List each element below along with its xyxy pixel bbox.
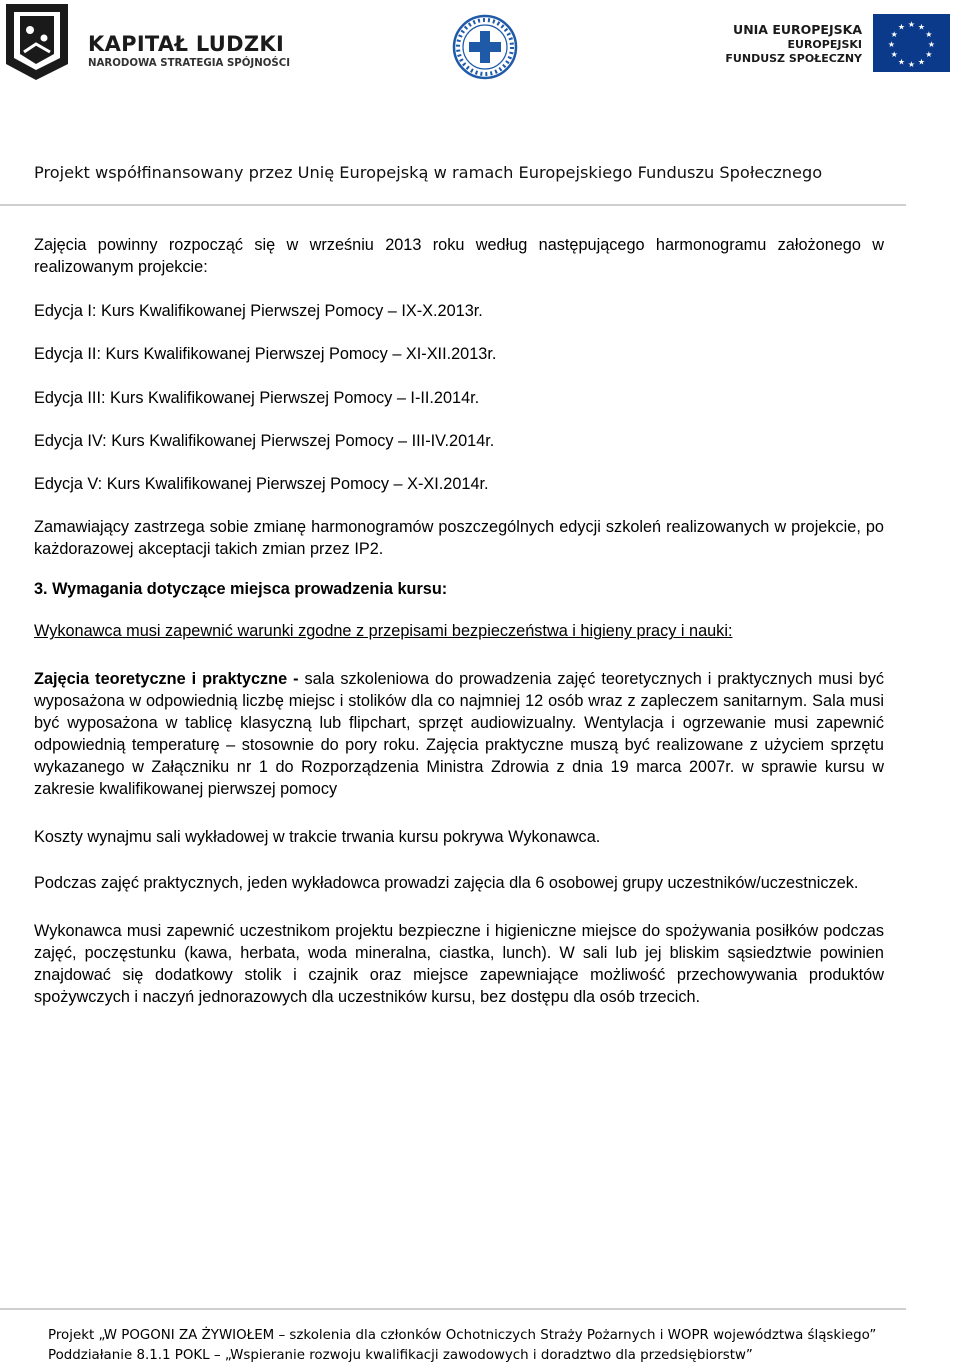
svg-text:★: ★ xyxy=(890,50,898,59)
kapital-ludzki-title: KAPITAŁ LUDZKI xyxy=(88,32,285,56)
eu-line-1: UNIA EUROPEJSKA xyxy=(733,22,862,37)
footer-line-1: Projekt „W POGONI ZA ŻYWIOŁEM – szkolenia dla członków Ochotniczych Straży Pożarnych i WOPR województwa śląskiego” xyxy=(48,1328,877,1343)
document-body xyxy=(34,234,884,1008)
funding-caption: Projekt współfinansowany przez Unię Europejską w ramach Europejskiego Funduszu Społecznego xyxy=(34,163,823,182)
svg-text:★: ★ xyxy=(927,40,936,49)
intro-paragraph: Zajęcia powinny rozpocząć się w wrześniu 2013 roku według następującego harmonogramu założonego w realizowanym projekcie: xyxy=(34,236,884,276)
schedule-note: Zamawiający zastrzega sobie zmianę harmonogramów poszczególnych edycji szkoleń realizowanych w projekcie, po każdorazowej akceptacji takich zmian przez IP2. xyxy=(34,518,884,559)
rescue-cross-emblem-icon xyxy=(452,14,518,80)
costs-paragraph: Koszty wynajmu sali wykładowej w trakcie trwania kursu pokrywa Wykonawca. xyxy=(34,828,601,847)
kapital-ludzki-subtitle: NARODOWA STRATEGIA SPÓJNOŚCI xyxy=(88,58,291,69)
practical-paragraph: Podczas zajęć praktycznych, jeden wykładowca prowadzi zajęcia dla 6 osobowej grupy uczestników/uczestniczek. xyxy=(34,874,859,893)
kapital-ludzki-logo xyxy=(6,4,296,80)
classes-paragraph xyxy=(34,668,884,800)
edition-item: Edycja III: Kurs Kwalifikowanej Pierwszej Pomocy – I-II.2014r. xyxy=(34,388,480,407)
svg-text:★: ★ xyxy=(907,60,916,69)
svg-text:★: ★ xyxy=(887,40,896,49)
section-heading: 3. Wymagania dotyczące miejsca prowadzenia kursu: xyxy=(34,580,448,599)
editions-list xyxy=(34,300,884,495)
requirement-intro: Wykonawca musi zapewnić warunki zgodne z przepisami bezpieczeństwa i higieny pracy i nauki: xyxy=(34,622,733,641)
catering-paragraph: Wykonawca musi zapewnić uczestnikom projektu bezpieczne i higieniczne miejsce do spożywania posiłków podczas zajęć, poczęstunku (kawa, herbata, woda mineralna, ciastka, lunch). W sali lub jej bliskim sąsiedztwie powinien znajdować się dodatkowy stolik i czajnik oraz miejsce zapewniające możliwość przechowywania produktów spożywczych i naczyń jednorazowych dla uczestników kursu, bez dostępu dla osób trzecich. xyxy=(34,922,884,1007)
classes-label: Zajęcia teoretyczne i praktyczne - xyxy=(34,670,299,689)
footer-line-2: Poddziałanie 8.1.1 POKL – „Wspieranie rozwoju kwalifikacji zawodowych i doradztwo dla przedsiębiorstw” xyxy=(48,1348,753,1363)
edition-item: Edycja I: Kurs Kwalifikowanej Pierwszej Pomocy – IX-X.2013r. xyxy=(34,302,483,320)
footer-divider xyxy=(0,1308,906,1310)
page-header xyxy=(0,0,960,200)
classes-text: sala szkoleniowa do prowadzenia zajęć teoretycznych i praktycznych musi być wyposażona w odpowiednią liczbę miejsc i stolików dla co najmniej 12 osób wraz z zapleczem sanitarnym. Sala musi być wyposażona w tablicę klasyczną lub flipchart, sprzęt audiowizualny. Wentylacja i ogrzewanie musi zapewnić odpowiednią temperaturę – stosownie do pory roku. Zajęcia praktyczne muszą być realizowane z użyciem sprzętu wykazanego w Załączniku nr 1 do Rozporządzenia Ministra Zdrowia z dnia 19 marca 2007r. w sprawie kursu w zakresie kwalifikowanej pierwszej pomocy xyxy=(34,670,884,799)
svg-text:★: ★ xyxy=(890,30,898,39)
svg-text:★: ★ xyxy=(897,22,906,32)
eu-logo-text xyxy=(690,22,862,66)
svg-text:★: ★ xyxy=(917,22,926,32)
svg-text:★: ★ xyxy=(897,57,906,67)
svg-text:★: ★ xyxy=(925,50,933,59)
kapital-ludzki-emblem-icon xyxy=(6,4,68,80)
page-footer xyxy=(48,1326,908,1366)
svg-text:★: ★ xyxy=(925,30,933,39)
eu-line-3: FUNDUSZ SPOŁECZNY xyxy=(725,52,862,65)
eu-flag-icon xyxy=(873,14,950,72)
svg-text:★: ★ xyxy=(917,57,926,67)
edition-item: Edycja II: Kurs Kwalifikowanej Pierwszej Pomocy – XI-XII.2013r. xyxy=(34,345,497,364)
eu-line-2: EUROPEJSKI xyxy=(787,38,862,51)
svg-text:★: ★ xyxy=(907,20,916,29)
header-divider xyxy=(0,204,906,206)
edition-item: Edycja IV: Kurs Kwalifikowanej Pierwszej Pomocy – III-IV.2014r. xyxy=(34,431,495,450)
edition-item: Edycja V: Kurs Kwalifikowanej Pierwszej Pomocy – X-XI.2014r. xyxy=(34,475,489,494)
